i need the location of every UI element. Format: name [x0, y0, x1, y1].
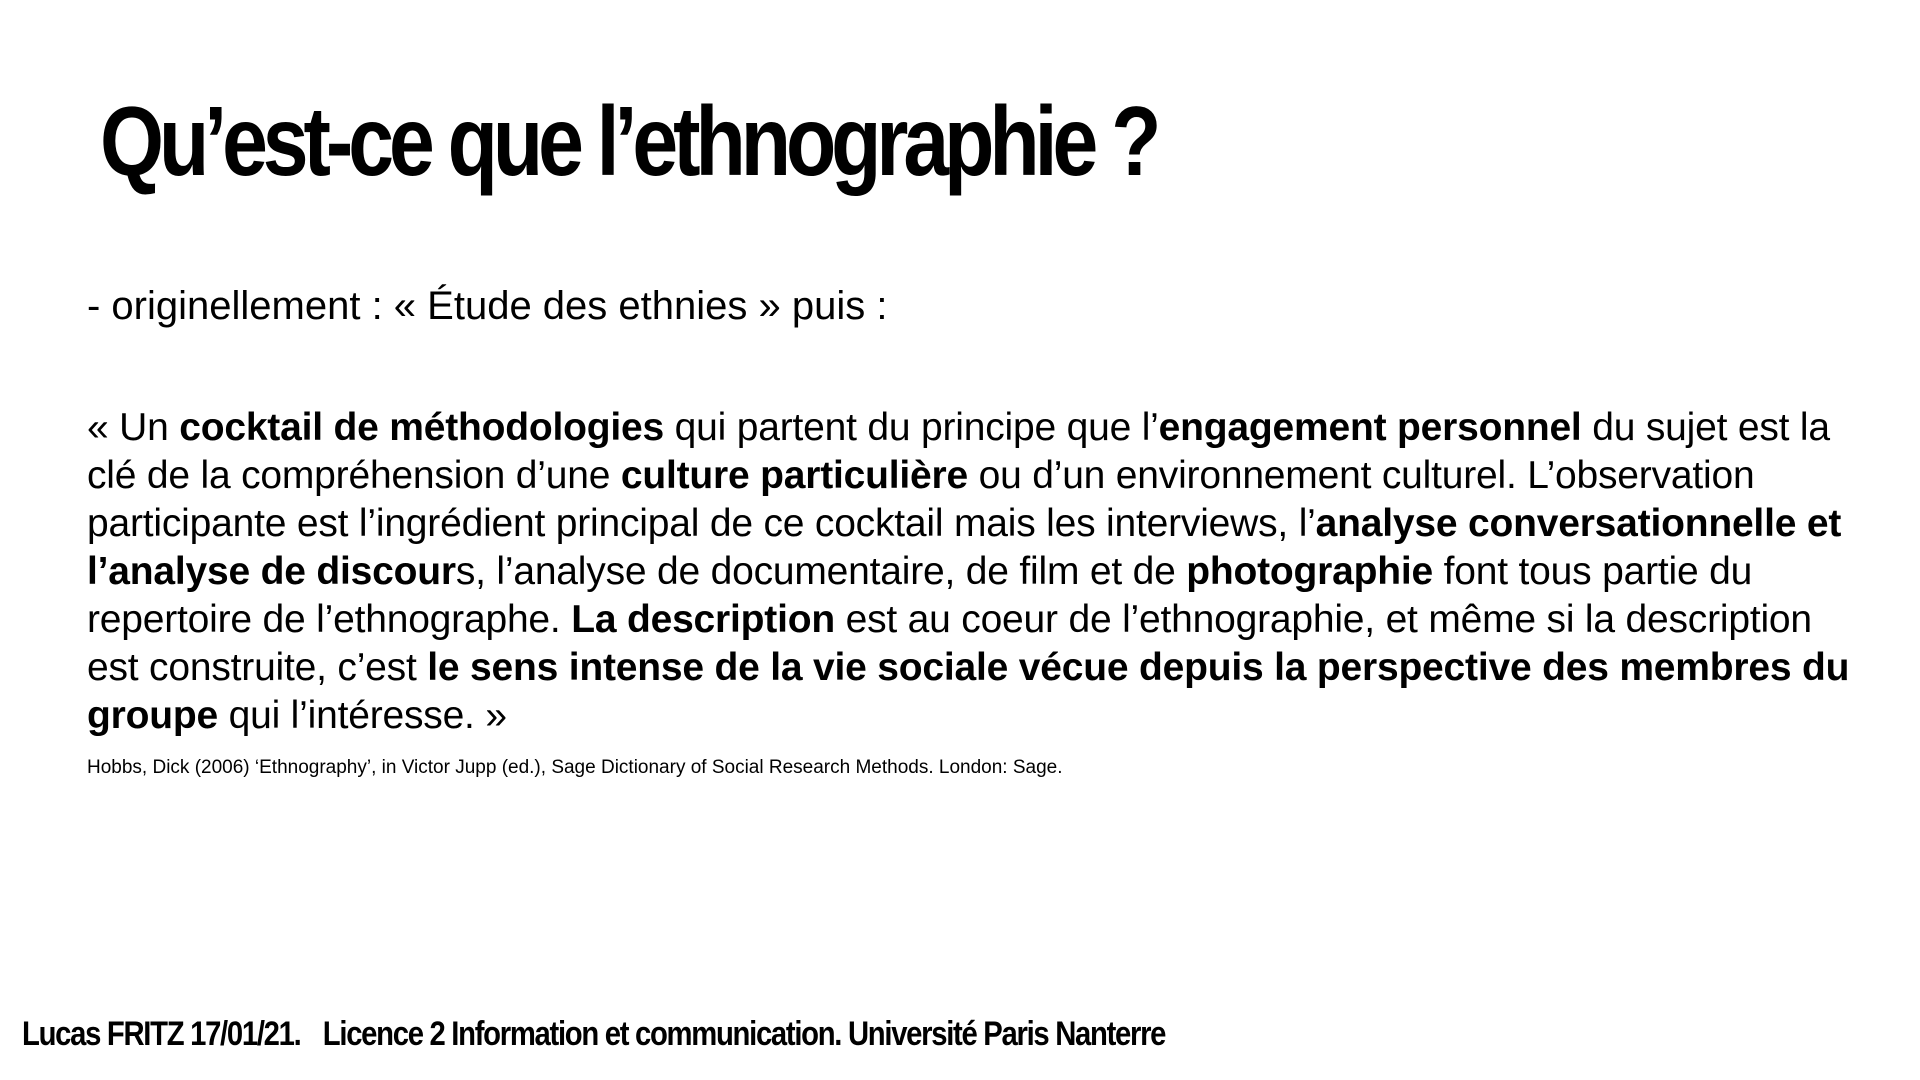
quote-emphasis: cocktail de méthodologies	[179, 406, 664, 449]
intro-line: - originellement : « Étude des ethnies » puis :	[87, 284, 888, 328]
quote-emphasis: La description	[571, 598, 835, 641]
quote-emphasis: engagement personnel	[1158, 406, 1582, 449]
quote-text: s, l’analyse de documentaire, de film et de	[455, 550, 1187, 593]
footer-author-date: Lucas FRITZ 17/01/21.	[22, 1015, 301, 1053]
quote-emphasis: culture particulière	[620, 454, 968, 497]
footer-course: Licence 2 Information et communication. Université Paris Nanterre	[322, 1015, 1166, 1053]
quote-text: « Un	[87, 406, 180, 449]
quote-text: font tous partie du repertoire de l’ethnographe.	[87, 550, 1753, 641]
quote-emphasis: analyse conversationnelle et l’analyse de discour	[87, 502, 1842, 593]
quote-emphasis: photographie	[1186, 550, 1434, 593]
footer	[22, 1014, 1165, 1054]
quote-text: du sujet est la clé de la compréhension d’une	[87, 406, 1830, 497]
citation: Hobbs, Dick (2006) ‘Ethnography’, in Victor Jupp (ed.), Sage Dictionary of Social Research Methods. London: Sage.	[87, 757, 1063, 778]
quote-text: qui partent du principe que l’	[664, 406, 1159, 449]
slide-title: Qu’est-ce que l’ethnographie ?	[100, 86, 1157, 196]
quote-paragraph	[87, 404, 1867, 740]
quote-text: ou d’un environnement culturel. L’observation participante est l’ingrédient principal de ce cocktail mais les interviews, l’	[87, 454, 1755, 545]
quote-emphasis: le sens intense de la vie sociale vécue depuis la perspective des membres du groupe	[87, 646, 1850, 737]
quote-text: qui l’intéresse. »	[217, 694, 507, 737]
quote-text: est au coeur de l’ethnographie, et même si la description est construite, c’est	[87, 598, 1812, 689]
